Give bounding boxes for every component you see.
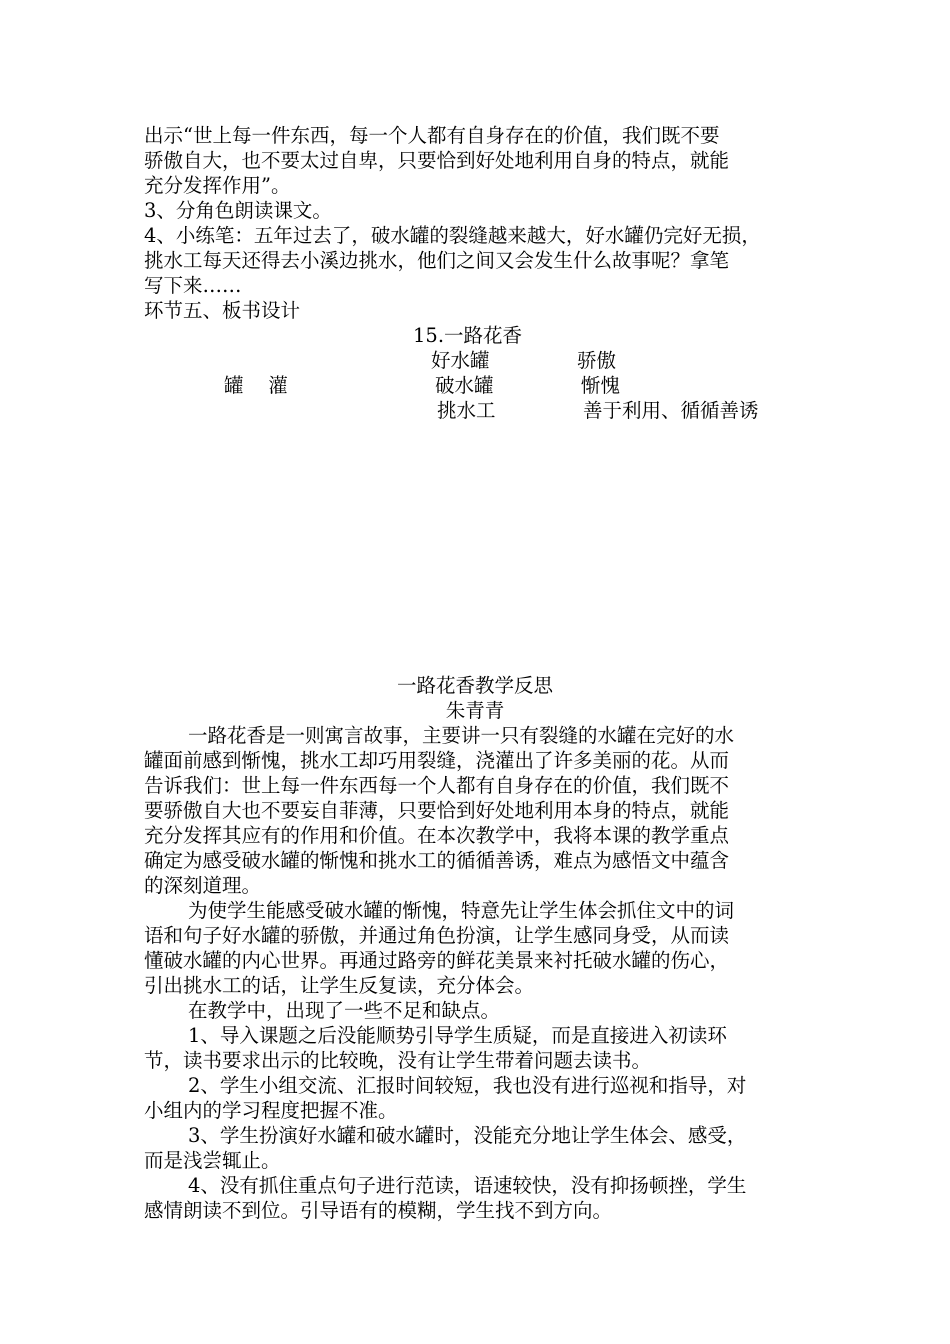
board-row-left: 好水罐 bbox=[431, 349, 490, 372]
text-line: 出示“世上每一件东西，每一个人都有自身存在的价值，我们既不要 bbox=[144, 124, 720, 147]
paragraph-line: 一路花香是一则寓言故事，主要讲一只有裂缝的水罐在完好的水 bbox=[188, 724, 735, 747]
section-heading: 环节五、板书设计 bbox=[144, 299, 301, 322]
list-item-line: 小组内的学习程度把握不准。 bbox=[144, 1099, 398, 1122]
paragraph-line: 语和句子好水罐的骄傲，并通过角色扮演，让学生感同身受，从而读 bbox=[144, 924, 730, 947]
board-row-right: 骄傲 bbox=[577, 349, 617, 372]
paragraph-line: 在教学中，出现了一些不足和缺点。 bbox=[188, 999, 501, 1022]
list-item-line: 1、导入课题之后没能顺势引导学生质疑，而是直接进入初读环 bbox=[188, 1024, 727, 1047]
paragraph-line: 罐面前感到惭愧，挑水工却巧用裂缝，浇灌出了许多美丽的花。从而 bbox=[144, 749, 730, 772]
list-item-line: 3、学生扮演好水罐和破水罐时，没能充分地让学生体会、感受， bbox=[188, 1124, 747, 1147]
text-line: 充分发挥作用”。 bbox=[144, 174, 291, 197]
text-line: 3、分角色朗读课文。 bbox=[144, 199, 332, 222]
paragraph-line: 为使学生能感受破水罐的惭愧，特意先让学生体会抓住文中的词 bbox=[188, 899, 735, 922]
list-item-line: 节，读书要求出示的比较晚，没有让学生带着问题去读书。 bbox=[144, 1049, 652, 1072]
paragraph-line: 确定为感受破水罐的惭愧和挑水工的循循善诱，难点为感悟文中蕴含 bbox=[144, 849, 730, 872]
text-line: 写下来…… bbox=[144, 274, 242, 297]
board-row-right: 惭愧 bbox=[581, 374, 621, 397]
paragraph-line: 引出挑水工的话，让学生反复读，充分体会。 bbox=[144, 974, 535, 997]
board-row-left: 挑水工 bbox=[437, 399, 496, 422]
board-title: 15.一路花香 bbox=[413, 324, 523, 347]
paragraph-line: 告诉我们：世上每一件东西每一个人都有自身存在的价值，我们既不 bbox=[144, 774, 730, 797]
list-item-line: 而是浅尝辄止。 bbox=[144, 1149, 281, 1172]
reflection-title: 一路花香教学反思 bbox=[396, 674, 553, 697]
text-line: 挑水工每天还得去小溪边挑水，他们之间又会发生什么故事呢？拿笔 bbox=[144, 249, 730, 272]
board-left-words: 罐 灌 bbox=[224, 374, 288, 397]
paragraph-line: 充分发挥其应有的作用和价值。在本次教学中，我将本课的教学重点 bbox=[144, 824, 730, 847]
paragraph-line: 要骄傲自大也不要妄自菲薄，只要恰到好处地利用本身的特点，就能 bbox=[144, 799, 730, 822]
list-item-line: 2、学生小组交流、汇报时间较短，我也没有进行巡视和指导，对 bbox=[188, 1074, 747, 1097]
text-line: 骄傲自大，也不要太过自卑，只要恰到好处地利用自身的特点，就能 bbox=[144, 149, 730, 172]
board-row-left: 破水罐 bbox=[435, 374, 494, 397]
list-item-line: 4、没有抓住重点句子进行范读，语速较快，没有抑扬顿挫，学生 bbox=[188, 1174, 747, 1197]
board-row-right: 善于利用、循循善诱 bbox=[583, 399, 759, 422]
paragraph-line: 懂破水罐的内心世界。再通过路旁的鲜花美景来衬托破水罐的伤心， bbox=[144, 949, 730, 972]
paragraph-line: 的深刻道理。 bbox=[144, 874, 262, 897]
list-item-line: 感情朗读不到位。引导语有的模糊，学生找不到方向。 bbox=[144, 1199, 613, 1222]
text-line: 4、小练笔：五年过去了，破水罐的裂缝越来越大，好水罐仍完好无损， bbox=[144, 224, 761, 247]
reflection-author: 朱青青 bbox=[445, 699, 505, 722]
